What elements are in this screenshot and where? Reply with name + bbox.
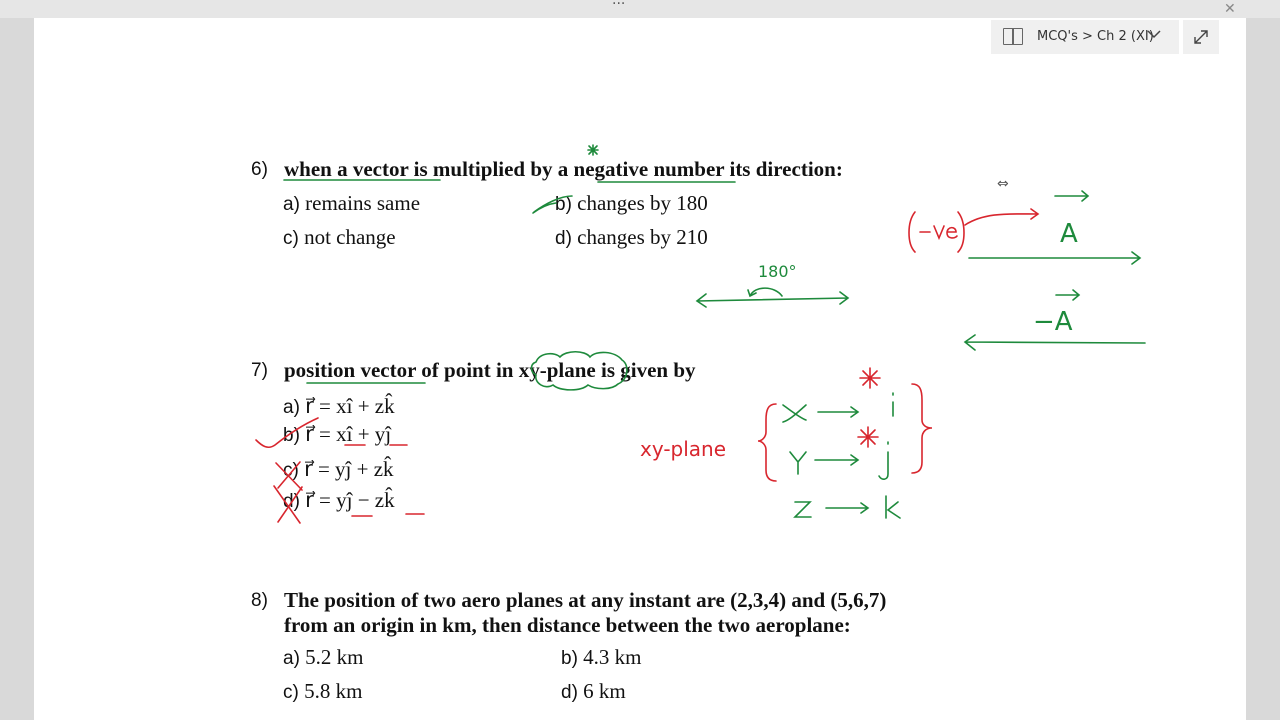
question-7-option-d: d) r⃗ = yĵ − zk̂ — [283, 488, 395, 512]
question-8-line-2: from an origin in km, then distance between the two aeroplane: — [284, 613, 851, 637]
angle-arc — [748, 288, 782, 296]
star-j — [858, 427, 878, 447]
question-7-number: 7) — [251, 360, 268, 381]
question-8-number: 8) — [251, 590, 268, 611]
cross-option-c — [276, 462, 302, 490]
x-arrow — [818, 407, 858, 417]
j-glyph — [879, 442, 888, 479]
paren-right — [958, 212, 964, 252]
double-arrow-180 — [697, 292, 848, 307]
question-6-option-c: c) not change — [283, 225, 396, 249]
question-7-option-c: c) r⃗ = yĵ + zk̂ — [283, 457, 394, 481]
question-7-option-a: a) r⃗ = xî + zk̂ — [283, 394, 395, 418]
xy-plane-label: xy-plane — [640, 437, 727, 461]
k-glyph — [886, 496, 900, 518]
question-8-option-b: b) 4.3 km — [561, 645, 642, 669]
vector-neg-a-arrow — [965, 335, 1145, 350]
question-6-text: when a vector is multiplied by a negative number its direction: — [284, 157, 843, 181]
tick-option-b — [256, 418, 318, 447]
y-arrow — [815, 455, 858, 465]
close-icon[interactable]: ✕ — [1224, 1, 1236, 17]
question-6-option-d: d) changes by 210 — [555, 225, 708, 249]
vector-a-arrow — [969, 252, 1140, 264]
vector-neg-a-top-arrow — [1056, 290, 1079, 300]
more-options-icon[interactable]: ··· — [612, 0, 626, 12]
question-8-line-1: The position of two aero planes at any instant are (2,3,4) and (5,6,7) — [284, 588, 887, 612]
red-arrow-to-a — [965, 209, 1038, 225]
ve-glyph — [934, 226, 957, 238]
resize-cursor-icon: ⇔ — [997, 176, 1009, 192]
y-glyph — [790, 452, 806, 474]
underline-yj-zk — [352, 514, 424, 516]
question-8-option-c: c) 5.8 km — [283, 679, 363, 703]
red-ink — [256, 209, 1038, 523]
cross-option-d — [274, 486, 302, 523]
question-6-option-a: a) remains same — [283, 191, 421, 215]
paren-left — [909, 212, 915, 252]
vector-a-label: A — [1060, 219, 1078, 249]
right-brace — [912, 384, 932, 473]
z-arrow — [826, 503, 868, 513]
x-glyph — [783, 405, 806, 422]
angle-label: 180° — [758, 262, 797, 281]
green-ink — [284, 145, 1145, 518]
question-8-option-a: a) 5.2 km — [283, 645, 364, 669]
xy-plane-highlight: xy-plane — [518, 358, 596, 382]
xy-plane-cloud — [532, 352, 627, 390]
star-mark — [588, 145, 598, 155]
left-brace — [758, 404, 776, 481]
vector-a-top-arrow — [1055, 191, 1088, 201]
breadcrumb-label: MCQ's > Ch 2 (XI) — [1037, 29, 1154, 44]
question-7-text: position vector of point in xy-plane is given by — [284, 358, 696, 382]
vector-neg-a-label: −A — [1033, 307, 1073, 337]
z-glyph — [795, 502, 811, 517]
star-i — [860, 368, 880, 388]
question-7-option-b: b) r⃗ = xî + yĵ — [283, 422, 392, 446]
question-6-option-b: b) changes by 180 — [555, 191, 708, 215]
tick-option-b — [533, 196, 572, 213]
question-6-number: 6) — [251, 159, 268, 180]
question-8-option-d: d) 6 km — [561, 679, 626, 703]
